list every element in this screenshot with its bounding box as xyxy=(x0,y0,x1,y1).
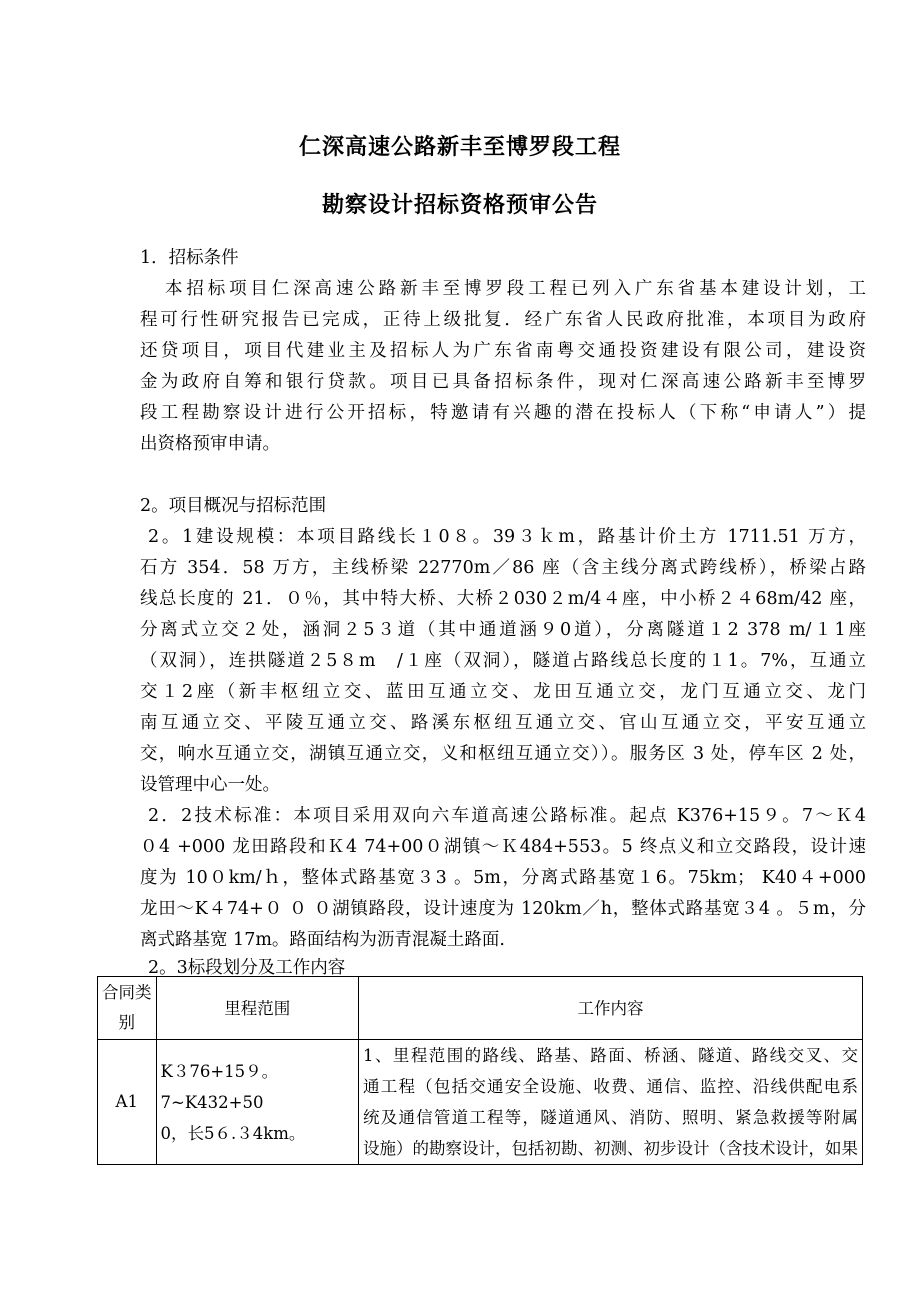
section-2-heading: 2。项目概况与招标范围 xyxy=(140,496,327,516)
table-row xyxy=(98,1040,863,1165)
paragraph-line: 线总长度的 21．０％，其中特大桥、大桥２030２m/4４座，中小桥２４68m/42 座， xyxy=(140,589,866,609)
document-title: 仁深高速公路新丰至博罗段工程 xyxy=(298,135,621,160)
paragraph-line: 龙田～K４74+０ ０ ０湖镇路段，设计速度为 120km／h，整体式路基宽３4 。５m，分 xyxy=(140,899,866,919)
paragraph-line: 段工程勘察设计进行公开招标，特邀请有兴趣的潜在投标人（下称“申请人”）提 xyxy=(140,403,866,423)
paragraph-line: 2。1建设规模：本项目路线长１0８。39３ｋm，路基计价土方 1711.51 万方， xyxy=(148,527,866,547)
header-work-content: 工作内容 xyxy=(359,977,863,1040)
paragraph-line: 度为 10０km/ｈ，整体式路基宽３3 。5m，分离式路基宽１6。75km； K40４+000 xyxy=(140,868,866,888)
paragraph-line: 南互通立交、平陵互通立交、路溪东枢纽互通立交、官山互通立交，平安互通立 xyxy=(140,713,866,733)
paragraph-line: 金为政府自筹和银行贷款。项目已具备招标条件，现对仁深高速公路新丰至博罗 xyxy=(140,372,866,392)
table-header-row xyxy=(98,977,863,1040)
paragraph-line: 程可行性研究报告已完成，正待上级批复．经广东省人民政府批准，本项目为政府 xyxy=(140,310,866,330)
document-body xyxy=(140,243,866,982)
paragraph-line: 出资格预审申请。 xyxy=(140,434,280,454)
cell-work-content xyxy=(359,1040,863,1165)
content-line: 1、里程范围的路线、路基、路面、桥涵、隧道、路线交叉、交 xyxy=(363,1046,858,1065)
content-line: 设施）的勘察设计，包括初勘、初测、初步设计（含技术设计，如果 xyxy=(363,1139,858,1158)
paragraph-line: 离式路基宽 17m。路面结构为沥青混凝土路面. xyxy=(140,930,505,950)
content-line: 通工程（包括交通安全设施、收费、通信、监控、沿线供配电系 xyxy=(363,1077,858,1096)
header-contract-type: 合同类别 xyxy=(98,977,157,1040)
header-mileage-range: 里程范围 xyxy=(156,977,358,1040)
section-2-3-heading: 2。3标段划分及工作内容 xyxy=(148,958,346,978)
cell-contract-type: A1 xyxy=(98,1040,157,1165)
paragraph-line: ０4 +000 龙田路段和Ｋ4 74+00０湖镇～Ｋ484+553。5 终点义和立交路段，设计速 xyxy=(140,837,866,857)
paragraph-line: 交，响水互通立交，湖镇互通立交，义和枢纽互通立交））。服务区 3 处，停车区 2 处， xyxy=(140,744,866,764)
paragraph-line: 2．2技术标准：本项目采用双向六车道高速公路标准。起点 K376+15９。7～Ｋ4 xyxy=(148,806,866,826)
bid-sections-table xyxy=(97,976,863,1165)
document-subtitle: 勘察设计招标资格预审公告 xyxy=(321,193,598,218)
range-line: K３76+15９。7~K432+50 xyxy=(160,1061,279,1112)
section-1-heading: 1．招标条件 xyxy=(140,248,239,268)
paragraph-line: 还贷项目，项目代建业主及招标人为广东省南粤交通投资建设有限公司，建设资 xyxy=(140,341,866,361)
paragraph-line: 分离式立交２处，涵洞２5３道（其中通道涵９0道），分离隧道１2 378 m/１1座 xyxy=(140,620,866,640)
content-line: 统及通信管道工程等，隧道通风、消防、照明、紧急救援等附属 xyxy=(363,1108,858,1127)
range-line: 0，长5６.３4km。 xyxy=(160,1123,306,1143)
paragraph-line: 交１2座（新丰枢纽立交、蓝田互通立交、龙田互通立交，龙门互通立交、龙门 xyxy=(140,682,866,702)
paragraph-line: 石方 354．58 万方，主线桥梁 22770m／86 座（含主线分离式跨线桥），桥梁占路 xyxy=(140,558,866,578)
paragraph-line: 本招标项目仁深高速公路新丰至博罗段工程已列入广东省基本建设计划，工 xyxy=(165,279,866,299)
paragraph-line: 设管理中心一处。 xyxy=(140,775,280,795)
paragraph-line: （双洞），连拱隧道２5８m /１座（双洞），隧道占路线总长度的１1。7%，互通立 xyxy=(140,651,866,671)
cell-mileage-range xyxy=(156,1040,358,1165)
blank-line xyxy=(140,460,866,491)
